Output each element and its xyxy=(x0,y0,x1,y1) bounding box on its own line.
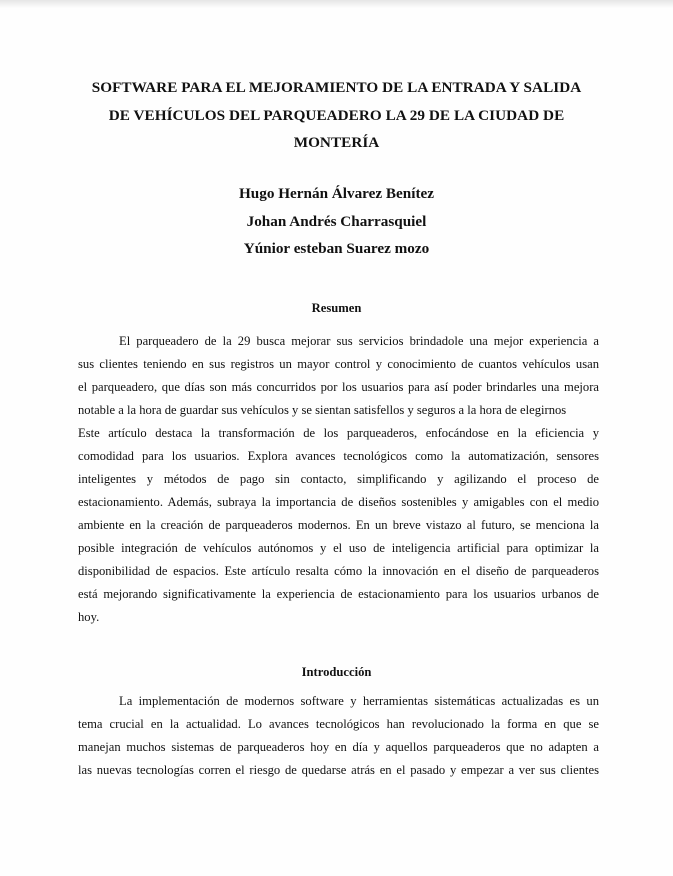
title-line: DE VEHÍCULOS DEL PARQUEADERO LA 29 DE LA CIUDAD DE xyxy=(108,106,565,124)
text-line: hoy. xyxy=(78,610,100,624)
text-line: notable a la hora de guardar sus vehículos y se sientan satisfellos y seguros a la hora de elegirnos xyxy=(78,403,567,417)
abstract-heading: Resumen xyxy=(311,301,362,315)
text-line: El parqueadero de la 29 busca mejorar sus servicios brindadole una mejor experiencia a xyxy=(119,334,599,348)
author-list xyxy=(60,180,613,263)
introduction-paragraph xyxy=(78,690,599,782)
text-line: estacionamiento. Además, subraya la importancia de diseños sostenibles y amigables con el medio xyxy=(78,495,599,509)
text-line: está mejorando significativamente la experiencia de estacionamiento para los usuarios urbanos de xyxy=(78,587,599,601)
text-line: inteligentes y métodos de pago sin contacto, simplificando y agilizando el proceso de xyxy=(78,472,599,486)
title-line: MONTERÍA xyxy=(293,134,380,151)
author-name: Yúnior esteban Suarez mozo xyxy=(243,240,430,257)
text-line: manejan muchos sistemas de parqueaderos hoy en día y aquellos parqueaderos que no adapten a xyxy=(78,740,599,754)
text-line: posible integración de vehículos autónomos y el uso de inteligencia artificial para optimizar la xyxy=(78,541,599,555)
text-line: ambiente en la creación de parqueaderos modernos. En un breve vistazo al futuro, se menciona la xyxy=(78,518,599,532)
text-line: sus clientes teniendo en sus registros un mayor control y conocimiento de cuantos vehículos usan xyxy=(78,357,599,371)
text-line: las nuevas tecnologías corren el riesgo de quedarse atrás en el pasado y empezar a ver sus clientes xyxy=(78,763,599,777)
author-name: Hugo Hernán Álvarez Benítez xyxy=(238,185,435,202)
text-line: el parqueadero, que días son más concurridos por los usuarios para así poder brindarles una mejora xyxy=(78,380,599,394)
author-name: Johan Andrés Charrasquiel xyxy=(246,212,427,230)
title-line: SOFTWARE PARA EL MEJORAMIENTO DE LA ENTRADA Y SALIDA xyxy=(91,79,582,96)
abstract-paragraph xyxy=(78,330,599,629)
introduction-heading: Introducción xyxy=(301,665,372,679)
text-line: tema crucial en la actualidad. Lo avances tecnológicos han revolucionado la forma en que se xyxy=(78,717,599,731)
text-line: comodidad para los usuarios. Explora avances tecnológicos como la automatización, sensores xyxy=(78,449,599,463)
document-title xyxy=(60,74,613,157)
text-line: La implementación de modernos software y herramientas sistemáticas actualizadas es un xyxy=(119,694,599,708)
text-line: disponibilidad de espacios. Este artículo resalta cómo la innovación en el diseño de parqueaderos xyxy=(78,564,599,578)
text-line: Este artículo destaca la transformación de los parqueaderos, enfocándose en la eficiencia y xyxy=(78,426,599,440)
